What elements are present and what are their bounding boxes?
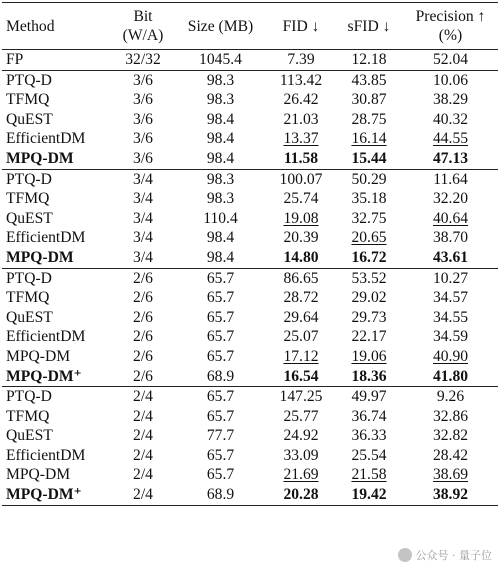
cell-fid: 25.74 [283, 190, 319, 208]
header-fid: FID ↓ [267, 3, 335, 50]
cell-method: TFMQ [6, 289, 50, 307]
table-row [2, 90, 498, 110]
cell-size: 110.4 [203, 209, 238, 227]
cell-sfid: 28.75 [351, 110, 387, 128]
cell-method: QuEST [6, 209, 53, 227]
cell-fid: 24.92 [283, 427, 319, 445]
cell-bit: 2/6 [112, 268, 174, 288]
table-row [2, 288, 498, 308]
cell-method: MPQ-DM [6, 347, 71, 365]
cell-fid: 28.72 [283, 289, 319, 307]
cell-prec: 40.90 [432, 347, 469, 365]
cell-bit: 3/4 [133, 209, 153, 227]
cell-method: MPQ-DM⁺ [2, 485, 112, 505]
cell-fid: 20.39 [283, 229, 319, 247]
header-sfid: sFID ↓ [335, 3, 403, 50]
cell-bit: 2/6 [133, 289, 153, 307]
cell-method: PTQ-D [2, 268, 112, 288]
cell-size: 98.4 [206, 149, 235, 167]
cell-bit: 3/6 [133, 91, 153, 109]
cell-fid: 14.80 [283, 248, 319, 266]
cell-bit: 2/4 [133, 466, 153, 484]
cell-sfid: 12.18 [335, 50, 403, 71]
header-precision-line2: (%) [438, 27, 463, 44]
cell-sfid: 15.44 [351, 149, 387, 167]
cell-bit: 3/4 [133, 190, 153, 208]
cell-bit: 3/4 [133, 229, 153, 247]
cell-sfid: 19.06 [351, 347, 387, 365]
cell-method: MPQ-DM [6, 466, 71, 484]
cell-method: FP [2, 50, 112, 71]
table-row [2, 129, 498, 149]
cell-fid: 113.42 [267, 70, 335, 90]
header-bit [112, 3, 174, 50]
cell-sfid: 22.17 [351, 328, 387, 346]
cell-fid: 86.65 [267, 268, 335, 288]
cell-prec: 10.06 [403, 70, 498, 90]
cell-sfid: 53.52 [335, 268, 403, 288]
cell-prec: 10.27 [403, 268, 498, 288]
cell-prec: 47.13 [432, 149, 469, 167]
cell-size: 98.3 [174, 70, 267, 90]
cell-bit: 3/6 [112, 70, 174, 90]
cell-sfid: 29.73 [351, 308, 387, 326]
cell-prec: 11.64 [403, 169, 498, 189]
cell-size: 98.4 [206, 248, 235, 266]
table-row [2, 407, 498, 427]
cell-fid: 19.08 [283, 209, 319, 227]
cell-sfid: 35.18 [351, 190, 387, 208]
cell-size: 1045.4 [174, 50, 267, 71]
cell-method: TFMQ [6, 190, 50, 208]
cell-size: 65.7 [206, 328, 235, 346]
cell-size: 65.7 [206, 466, 235, 484]
cell-method: PTQ-D [2, 169, 112, 189]
table-body [2, 50, 498, 506]
header-size: Size (MB) [174, 3, 267, 50]
header-bit-line1: Bit [133, 8, 153, 25]
cell-method: EfficientDM [6, 328, 86, 346]
cell-size: 98.3 [206, 91, 235, 109]
cell-size: 65.7 [206, 407, 235, 425]
cell-sfid: 36.33 [351, 427, 387, 445]
cell-method: MPQ-DM [6, 149, 74, 167]
cell-prec: 32.20 [432, 190, 469, 208]
table-row [2, 228, 498, 248]
table-row [2, 387, 498, 407]
cell-size: 65.7 [206, 347, 235, 365]
cell-size: 98.3 [174, 169, 267, 189]
cell-method: EfficientDM [6, 229, 86, 247]
table-row [2, 248, 498, 268]
cell-prec: 9.26 [403, 387, 498, 407]
table-row [2, 426, 498, 446]
cell-bit: 2/4 [112, 485, 174, 505]
cell-method: EfficientDM [6, 446, 86, 464]
header-precision [403, 3, 498, 50]
cell-prec: 38.29 [432, 91, 469, 109]
wechat-icon [398, 548, 412, 562]
cell-sfid: 18.36 [351, 367, 387, 385]
cell-fid: 147.25 [267, 387, 335, 407]
cell-fid: 20.28 [267, 485, 335, 505]
cell-fid: 100.07 [267, 169, 335, 189]
cell-fid: 29.64 [283, 308, 319, 326]
table-row [2, 70, 498, 90]
table-row [2, 110, 498, 130]
cell-sfid: 32.75 [351, 209, 387, 227]
cell-bit: 2/6 [133, 308, 153, 326]
cell-fid: 26.42 [283, 91, 319, 109]
cell-sfid: 30.87 [351, 91, 387, 109]
cell-prec: 52.04 [403, 50, 498, 71]
cell-bit: 2/4 [112, 387, 174, 407]
table-row [2, 465, 498, 485]
cell-prec: 34.57 [432, 289, 469, 307]
header-row [2, 3, 498, 50]
cell-bit: 2/6 [133, 367, 153, 385]
cell-size: 77.7 [206, 427, 235, 445]
header-method: Method [2, 3, 112, 50]
cell-size: 65.7 [206, 308, 235, 326]
cell-method: PTQ-D [2, 70, 112, 90]
cell-fid: 17.12 [283, 347, 319, 365]
table-header [2, 3, 498, 50]
table-row [2, 367, 498, 387]
cell-fid: 21.03 [283, 110, 319, 128]
cell-bit: 2/6 [133, 328, 153, 346]
cell-size: 98.3 [206, 190, 235, 208]
table-row [2, 485, 498, 505]
cell-method: MPQ-DM [6, 248, 74, 266]
cell-sfid: 21.58 [351, 466, 387, 484]
table-row [2, 209, 498, 229]
cell-size: 65.7 [174, 268, 267, 288]
cell-size: 98.4 [206, 229, 235, 247]
cell-sfid: 43.85 [335, 70, 403, 90]
cell-prec: 34.55 [432, 308, 469, 326]
cell-prec: 38.92 [403, 485, 498, 505]
cell-bit: 2/6 [133, 347, 153, 365]
table-row [2, 308, 498, 328]
cell-bit: 3/4 [133, 248, 153, 266]
cell-method: TFMQ [6, 91, 50, 109]
cell-sfid: 50.29 [335, 169, 403, 189]
header-bit-line2: (W/A) [122, 27, 164, 44]
cell-size: 65.7 [206, 446, 235, 464]
table-row [2, 446, 498, 466]
results-table-container [2, 2, 498, 506]
cell-bit: 3/6 [133, 149, 153, 167]
cell-prec: 32.86 [432, 407, 469, 425]
table-row [2, 347, 498, 367]
cell-bit: 3/6 [133, 130, 153, 148]
header-precision-line1: Precision ↑ [415, 8, 486, 25]
cell-sfid: 19.42 [335, 485, 403, 505]
cell-fid: 21.69 [283, 466, 319, 484]
cell-fid: 7.39 [267, 50, 335, 71]
cell-prec: 38.70 [432, 229, 469, 247]
cell-method: QuEST [6, 110, 53, 128]
cell-fid: 13.37 [283, 130, 319, 148]
cell-bit: 2/4 [133, 407, 153, 425]
cell-bit: 3/6 [133, 110, 153, 128]
cell-fid: 16.54 [283, 367, 319, 385]
cell-size: 68.9 [206, 367, 235, 385]
cell-prec: 28.42 [432, 446, 469, 464]
cell-prec: 43.61 [432, 248, 469, 266]
cell-size: 98.4 [206, 110, 235, 128]
cell-fid: 11.58 [283, 149, 319, 167]
cell-method: QuEST [6, 427, 53, 445]
table-row [2, 327, 498, 347]
cell-method: QuEST [6, 308, 53, 326]
cell-bit: 2/4 [133, 427, 153, 445]
cell-prec: 34.59 [432, 328, 469, 346]
cell-fid: 25.77 [283, 407, 319, 425]
table-row [2, 169, 498, 189]
cell-method: TFMQ [6, 407, 50, 425]
cell-prec: 32.82 [432, 427, 469, 445]
cell-sfid: 16.72 [351, 248, 387, 266]
watermark [398, 547, 493, 563]
cell-bit: 3/4 [112, 169, 174, 189]
watermark-text: 公众号 · 量子位 [415, 549, 492, 562]
cell-sfid: 20.65 [351, 229, 387, 247]
cell-fid: 33.09 [283, 446, 319, 464]
results-table [2, 2, 498, 506]
cell-prec: 40.32 [432, 110, 469, 128]
cell-prec: 38.69 [432, 466, 469, 484]
cell-fid: 25.07 [283, 328, 319, 346]
table-row [2, 189, 498, 209]
cell-method: MPQ-DM⁺ [6, 367, 82, 385]
cell-method: EfficientDM [6, 130, 86, 148]
cell-bit: 32/32 [112, 50, 174, 71]
cell-sfid: 36.74 [351, 407, 387, 425]
table-row [2, 149, 498, 169]
cell-size: 68.9 [174, 485, 267, 505]
cell-sfid: 49.97 [335, 387, 403, 407]
cell-sfid: 29.02 [351, 289, 387, 307]
table-row [2, 268, 498, 288]
cell-method: PTQ-D [2, 387, 112, 407]
cell-sfid: 16.14 [351, 130, 387, 148]
cell-prec: 44.55 [432, 130, 469, 148]
cell-bit: 2/4 [133, 446, 153, 464]
table-row [2, 50, 498, 71]
cell-size: 65.7 [174, 387, 267, 407]
cell-size: 98.4 [206, 130, 235, 148]
cell-prec: 41.80 [432, 367, 469, 385]
cell-sfid: 25.54 [351, 446, 387, 464]
cell-prec: 40.64 [432, 209, 469, 227]
cell-size: 65.7 [206, 289, 235, 307]
